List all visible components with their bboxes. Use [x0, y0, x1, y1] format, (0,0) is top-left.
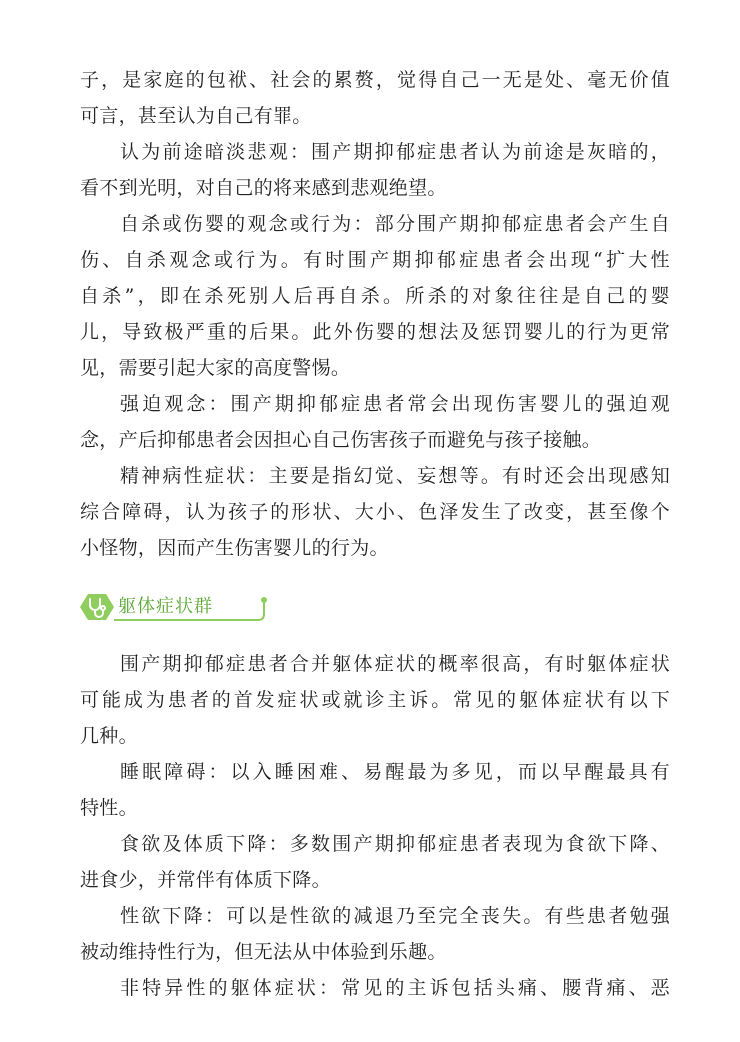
paragraph-line: 精神病性症状：主要是指幻觉、妄想等。有时还会出现感知	[120, 465, 670, 487]
paragraph-line: 性欲下降：可以是性欲的减退乃至完全丧失。有些患者勉强	[120, 905, 670, 927]
text-block-top	[80, 62, 670, 566]
paragraph-line: 可言，甚至认为自己有罪。	[80, 105, 312, 127]
paragraph-line: 儿，导致极严重的后果。此外伤婴的想法及惩罚婴儿的行为更常	[80, 321, 670, 343]
paragraph-line: 综合障碍，认为孩子的形状、大小、色泽发生了改变，甚至像个	[80, 501, 670, 523]
paragraph-line: 小怪物，因而产生伤害婴儿的行为。	[80, 537, 389, 559]
text-block-bottom	[80, 646, 670, 1006]
paragraph-line: 子，是家庭的包袱、社会的累赘，觉得自己一无是处、毫无价值	[80, 69, 670, 91]
paragraph-line: 睡眠障碍：以入睡困难、易醒最为多见，而以早醒最具有	[120, 761, 670, 783]
paragraph-line: 进食少，并常伴有体质下降。	[80, 869, 331, 891]
paragraph-line: 自杀”，即在杀死别人后再自杀。所杀的对象往往是自己的婴	[80, 285, 670, 307]
section-heading	[80, 590, 280, 624]
paragraph-line: 认为前途暗淡悲观：围产期抑郁症患者认为前途是灰暗的，	[120, 141, 670, 163]
paragraph-line: 伤、自杀观念或行为。有时围产期抑郁症患者会出现“扩大性	[80, 249, 670, 271]
paragraph-line: 强迫观念：围产期抑郁症患者常会出现伤害婴儿的强迫观	[120, 393, 670, 415]
paragraph-line: 看不到光明，对自己的将来感到悲观绝望。	[80, 177, 447, 199]
heading-underline-dot	[261, 597, 267, 603]
paragraph-line: 特性。	[80, 797, 138, 819]
paragraph-line: 几种。	[80, 725, 138, 747]
paragraph-line: 可能成为患者的首发症状或就诊主诉。常见的躯体症状有以下	[80, 689, 670, 711]
paragraph-line: 被动维持性行为，但无法从中体验到乐趣。	[80, 941, 447, 963]
paragraph-line: 见，需要引起大家的高度警惕。	[80, 357, 351, 379]
section-title: 躯体症状群	[118, 596, 213, 617]
paragraph-line: 念，产后抑郁患者会因担心自己伤害孩子而避免与孩子接触。	[80, 429, 602, 451]
paragraph-line: 非特异性的躯体症状：常见的主诉包括头痛、腰背痛、恶	[120, 977, 670, 999]
paragraph-line: 围产期抑郁症患者合并躯体症状的概率很高，有时躯体症状	[120, 653, 670, 675]
paragraph-line: 食欲及体质下降：多数围产期抑郁症患者表现为食欲下降、	[120, 833, 670, 855]
paragraph-line: 自杀或伤婴的观念或行为：部分围产期抑郁症患者会产生自	[120, 213, 670, 235]
